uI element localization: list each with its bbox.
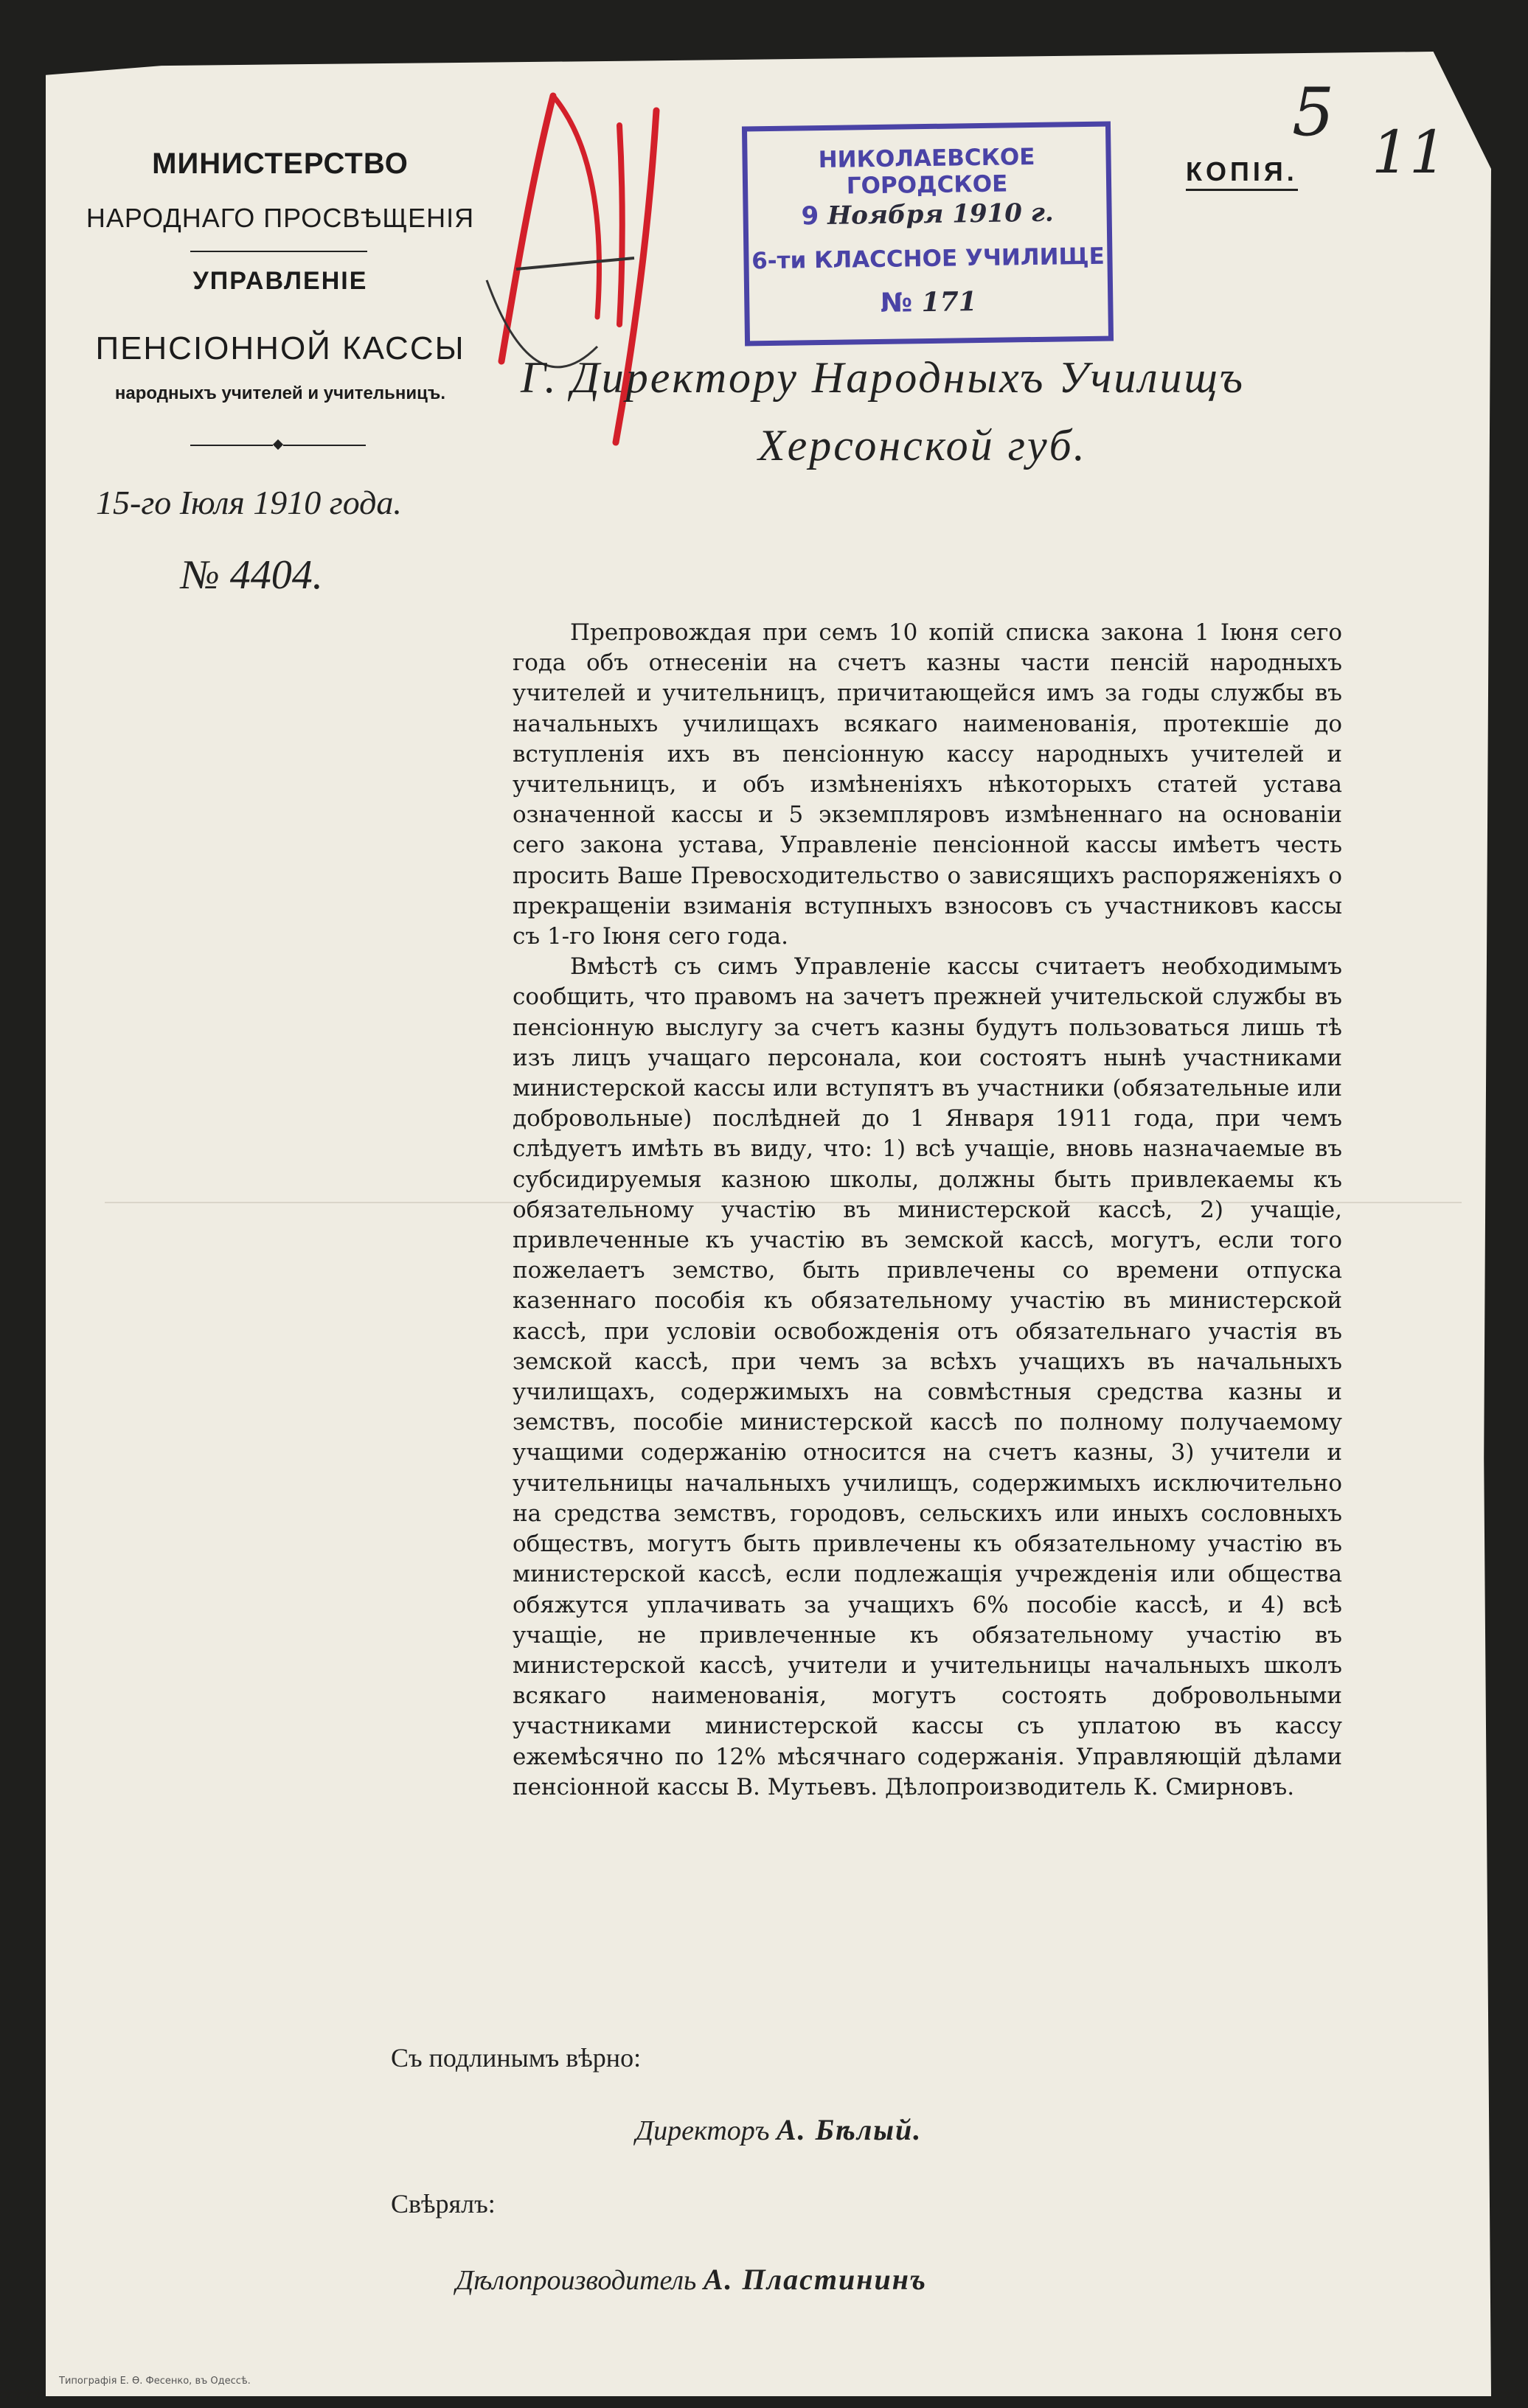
- director-name: А. Бѣлый.: [776, 2113, 923, 2146]
- letterhead-ministry: МИНИСТЕРСТВО: [152, 147, 409, 180]
- letterhead-fund: ПЕНСІОННОЙ КАССЫ: [95, 330, 465, 366]
- checked-by-note: Свѣрялъ:: [391, 2189, 496, 2219]
- stamp-institution: НИКОЛАЕВСКОЕ ГОРОДСКОЕ: [818, 143, 1035, 200]
- stamp-number-sign: №: [880, 288, 913, 319]
- archive-number-b: 11: [1372, 118, 1447, 187]
- clerk-signature: [456, 2262, 927, 2297]
- school-stamp: [742, 122, 1114, 347]
- addressee-line-2: Херсонской губ.: [758, 421, 1087, 470]
- body-paragraph: Вмѣстѣ съ симъ Управленіе кассы считаетъ необходимымъ сообщить, что правомъ на зачетъ прежней учительской службы въ пенсіонную выслугу за счетъ казны будутъ пользоваться лишь тѣ изъ лицъ учащаго персонала, кои состоятъ нынѣ участниками министерской кассы или вступятъ въ участники (обязательные или добровольные) послѣдней до 1 Января 1911 года, при чемъ слѣдуетъ имѣть въ виду, что: 1) всѣ учащіе, вновь назначаемые въ субсидируемыя казною школы, должны быть привлекаемы къ обязательному участію въ министерской кассѣ, 2) учащіе, привлеченные къ участію въ земской кассѣ, могутъ, если того пожелаетъ земство, быть привлечены со времени отпуска казеннаго пособія къ обязательному участію въ министерской кассѣ, при условіи освобожденія отъ обязательнаго участія въ земской кассѣ, при чемъ за всѣхъ учащихъ въ начальныхъ училищахъ, содержимыхъ на совмѣстныя средства казны и земствъ, пособіе министерской кассѣ по полному получаемому учащими содержанію относится на счетъ казны, 3) учители и учительницы начальныхъ училищъ, содержимыхъ исключительно на средства земствъ, городовъ, сельскихъ или иныхъ сословныхъ обществъ, могутъ быть привлечены къ обязательному участію въ министерской кассѣ, если подлежащія учрежденія или общества обяжутся уплачивать за учащихъ 6% пособіе кассѣ, и 4) всѣ учащіе, не привлеченные къ обязательному участію въ министерской кассѣ, учители и учительницы начальныхъ школъ всякаго наименованія, могутъ состоять добровольными участниками министерской кассы съ уплатою въ кассу ежемѣсячно по 12% мѣсячнаго содержанія. Управляющій дѣлами пенсіонной кассы В. Мутьевъ. Дѣлопроизводитель К. Смирновъ.: [513, 953, 1342, 1800]
- copy-label: КОПІЯ.: [1186, 156, 1298, 191]
- stamp-date-handwritten: Ноября 1910 г.: [827, 198, 1054, 231]
- letterhead-ministry-sub: НАРОДНАГО ПРОСВѢЩЕНІЯ: [86, 203, 475, 233]
- stamp-number-handwritten: 171: [921, 286, 978, 319]
- letterhead-department: УПРАВЛЕНІЕ: [192, 267, 368, 295]
- body-paragraph: Препровождая при семъ 10 копій списка закона 1 Іюня сего года объ отнесеніи на счетъ казны части пенсій народныхъ учителей и учительницъ, причитающейся имъ за годы службы въ начальныхъ училищахъ всякаго наименованія, протекшіе до вступленія ихъ въ пенсіонную кассу народныхъ учителей и учительницъ, и объ измѣненіяхъ нѣкоторыхъ статей устава означенной кассы и 5 экземпляровъ измѣненнаго на основаніи сего закона устава, Управленіе пенсіонной кассы имѣетъ честь просить Ваше Превосходительство о зависящихъ распоряженіяхъ о прекращеніи взиманія вступныхъ взносовъ съ участниковъ кассы съ 1-го Іюня сего года.: [513, 619, 1342, 950]
- letterhead-divider: [190, 445, 273, 446]
- director-title: Директоръ: [636, 2115, 770, 2146]
- letterhead-fund-sub: народныхъ учителей и учительницъ.: [114, 383, 446, 403]
- letterhead-divider: [190, 251, 367, 252]
- stamp-school: 6-ти КЛАССНОЕ УЧИЛИЩЕ: [751, 243, 1105, 275]
- certified-copy-note: Съ подлинымъ вѣрно:: [391, 2043, 642, 2073]
- letter-body: [513, 618, 1342, 1803]
- stamp-number: [749, 285, 1108, 321]
- stamp-day: 9: [801, 201, 819, 232]
- clerk-title: Дѣлопроизводитель: [456, 2265, 697, 2296]
- document-date: 15-го Іюля 1910 года.: [96, 484, 402, 521]
- clerk-name: А. Пластининъ: [703, 2263, 927, 2296]
- document-number: № 4404.: [181, 552, 323, 598]
- letterhead-divider: [283, 445, 366, 446]
- stamp-date: [748, 198, 1107, 232]
- printer-imprint: Типографія Е. Ѳ. Фесенко, въ Одессѣ.: [59, 2376, 251, 2387]
- director-signature: [636, 2112, 922, 2147]
- addressee-line-1: Г. Директору Народныхъ Училищъ: [521, 353, 1246, 402]
- archive-number-a: 5: [1292, 74, 1335, 151]
